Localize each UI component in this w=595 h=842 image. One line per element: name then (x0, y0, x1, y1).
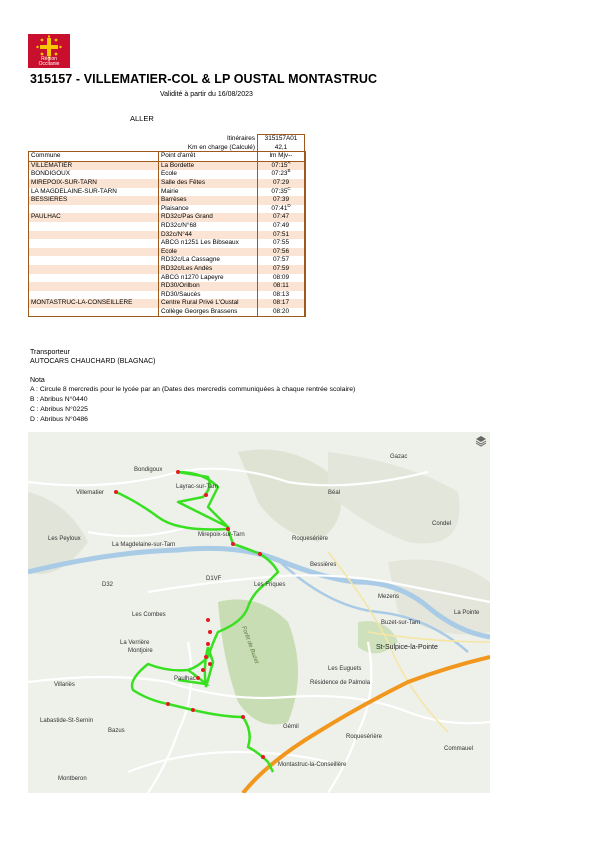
logo-text: Région Occitanie (38, 56, 60, 67)
time-value: 08:17 (273, 299, 289, 307)
time-value: 07:41 (271, 204, 288, 212)
time-cell (258, 239, 305, 248)
commune-cell: BONDIGOUX (29, 170, 159, 179)
time-value: 07:35 (271, 187, 288, 195)
commune-cell (29, 205, 159, 214)
layers-icon[interactable] (475, 435, 487, 447)
stop-cell: D32c/N°44 (159, 231, 258, 240)
time-value: 08:13 (273, 290, 289, 298)
stop-cell: Barrèses (159, 196, 258, 205)
map-place-label: Montastruc-la-Conseillère (278, 762, 347, 768)
map-place-label: Roquesérière (346, 734, 383, 740)
commune-cell: BESSIERES (29, 196, 159, 205)
map-place-label: Les Euguets (328, 666, 362, 672)
time-cell (258, 299, 305, 308)
commune-cell (29, 222, 159, 231)
time-cell (258, 170, 305, 179)
time-cell (258, 308, 305, 317)
itineraire-label: Itinéraires (226, 134, 255, 142)
map-place-label: Montberon (58, 776, 87, 782)
commune-cell: PAULHAC (29, 213, 159, 222)
map-place-label: Paulhac (174, 676, 196, 682)
col-point-header: Point d'arrêt (159, 152, 258, 161)
time-cell (258, 196, 305, 205)
map-place-label: Bondigoux (134, 467, 163, 473)
time-value: 07:51 (273, 230, 289, 238)
note-item: C : Abribus N°0225 (30, 406, 88, 413)
km-row (29, 144, 305, 153)
time-cell (258, 213, 305, 222)
map-place-label: Labastide-St-Sernin (40, 718, 94, 724)
validity-date: Validité à partir du 16/08/2023 (160, 91, 253, 98)
map-place-label: Bessières (310, 562, 337, 568)
stop-cell: RD30/Orilbon (159, 282, 258, 291)
time-value: 08:20 (273, 307, 289, 315)
itineraire-row (29, 135, 305, 144)
table-row (29, 256, 305, 265)
map-place-label: La Pointe (454, 610, 480, 616)
commune-cell: LA MAGDELAINE-SUR-TARN (29, 188, 159, 197)
map-place-label: Mirepoix-sur-Tarn (198, 532, 245, 538)
time-value: 07:23 (271, 170, 288, 178)
map-place-label: Forêt de Buzet (240, 625, 260, 665)
direction-label: ALLER (130, 114, 154, 123)
stop-cell: La Bordette (159, 161, 258, 170)
stop-cell: ABCG n1270 Lapeyre (159, 274, 258, 283)
time-cell (258, 185, 305, 197)
map-place-label: St-Sulpice-la-Pointe (376, 644, 438, 651)
stop-cell: RD32c/Les Andès (159, 265, 258, 274)
time-value: 07:47 (273, 213, 289, 221)
time-value: 08:09 (273, 273, 289, 281)
commune-cell: MONTASTRUC-LA-CONSEILLERE (29, 299, 159, 308)
commune-cell (29, 256, 159, 265)
commune-cell (29, 308, 159, 317)
note-item: B : Abribus N°0440 (30, 396, 88, 403)
col-commune-header: Commune (29, 152, 159, 161)
stop-cell: Centre Rural Privé L'Oustal (159, 299, 258, 308)
col-days-header: lm Mjv-- (258, 152, 305, 161)
map-place-label: La Verrière (120, 640, 150, 646)
time-cell (258, 161, 305, 170)
map-place-label: Bazus (108, 728, 125, 734)
table-row (29, 222, 305, 231)
map-place-label: Roquesérière (292, 536, 329, 542)
map-place-label: D32 (102, 582, 114, 588)
time-cell (258, 291, 305, 300)
table-row (29, 231, 305, 240)
stop-cell: Ecole (159, 170, 258, 179)
time-note-ref: B (287, 168, 291, 174)
stop-cell: Mairie (159, 188, 258, 197)
stop-cell: Ecole (159, 248, 258, 257)
time-value: 07:55 (273, 239, 289, 247)
map-place-label: D1VF (206, 576, 222, 582)
table-row (29, 291, 305, 300)
time-note-ref: C (287, 185, 291, 191)
stop-cell: Collège Georges Brassens (159, 308, 258, 317)
time-cell (258, 231, 305, 240)
time-cell (258, 248, 305, 257)
stop-cell: Plaisance (159, 205, 258, 214)
table-row (29, 265, 305, 274)
map-place-label: Villematier (76, 490, 104, 496)
commune-cell (29, 265, 159, 274)
table-row (29, 213, 305, 222)
time-value: 07:49 (273, 221, 289, 229)
stop-cell: ABCG n1251 Les Bibseaux (159, 239, 258, 248)
commune-cell: VILLEMATIER (29, 161, 159, 170)
table-header-row (29, 152, 305, 161)
map-place-label: Montjoire (128, 648, 153, 654)
schedule-table (29, 134, 305, 316)
table-row (29, 188, 305, 197)
map-canvas (28, 432, 490, 793)
region-logo (28, 34, 70, 68)
time-cell (258, 222, 305, 231)
map-place-label: La Magdelaine-sur-Tarn (112, 542, 176, 548)
table-row (29, 282, 305, 291)
km-value: 42,1 (258, 144, 305, 153)
table-row (29, 170, 305, 179)
time-value: 07:56 (273, 247, 289, 255)
time-cell (258, 265, 305, 274)
table-row (29, 274, 305, 283)
commune-cell (29, 248, 159, 257)
commune-cell: MIREPOIX-SUR-TARN (29, 179, 159, 188)
time-cell (258, 202, 305, 214)
document-title: 315157 - VILLEMATIER-COL & LP OUSTAL MONTASTRUC (30, 72, 378, 86)
time-cell (258, 282, 305, 291)
time-note-ref: D (287, 202, 291, 208)
time-cell (258, 256, 305, 265)
commune-cell (29, 274, 159, 283)
commune-cell (29, 231, 159, 240)
stop-cell: RD30/Saucès (159, 291, 258, 300)
table-row (29, 308, 305, 317)
time-note-ref: A (287, 159, 291, 165)
time-value: 07:57 (273, 256, 289, 264)
time-value: 08:11 (273, 282, 289, 290)
table-row (29, 248, 305, 257)
stop-cell: RD32c/La Cassagne (159, 256, 258, 265)
time-value: 07:15 (271, 161, 288, 169)
notes-label: Nota (30, 377, 45, 384)
map-place-label: Commauel (444, 746, 474, 752)
table-row (29, 299, 305, 308)
map-place-label: Villariès (54, 682, 75, 688)
table-row (29, 179, 305, 188)
map-place-label: Béal (328, 490, 341, 496)
map-place-label: Gémil (283, 724, 299, 730)
stop-cell: RD32c/N°68 (159, 222, 258, 231)
commune-cell (29, 282, 159, 291)
note-item: A : Circule 8 mercredis pour le lycée par an (Dates des mercredis communiquées à chaque rentrée scolaire) (30, 386, 356, 393)
map-place-label: Mezens (378, 594, 400, 600)
route-map[interactable] (28, 432, 490, 793)
time-value: 07:59 (273, 264, 289, 272)
map-place-label: Condel (432, 521, 452, 527)
commune-cell (29, 291, 159, 300)
time-value: 07:39 (273, 196, 289, 204)
km-label: Km en charge (Calculé) (187, 143, 255, 151)
map-place-label: Buzet-sur-Tarn (381, 620, 421, 626)
table-row (29, 161, 305, 170)
note-item: D : Abribus N°0486 (30, 416, 88, 423)
commune-cell (29, 239, 159, 248)
table-row (29, 239, 305, 248)
transporteur-label: Transporteur (30, 349, 70, 356)
map-place-label: Résidence de Palmola (310, 680, 371, 686)
time-value: 07:29 (273, 178, 289, 186)
map-place-label: Les Peyloux (48, 536, 81, 542)
map-place-label: Les Friques (254, 582, 286, 588)
stop-cell: Salle des Fêtes (159, 179, 258, 188)
itineraire-value: 315157A01 (258, 135, 305, 144)
table-row (29, 196, 305, 205)
time-cell (258, 274, 305, 283)
table-row (29, 205, 305, 214)
transporteur-name: AUTOCARS CHAUCHARD (BLAGNAC) (30, 358, 156, 365)
map-place-label: Layrac-sur-Tarn (176, 484, 219, 490)
stop-cell: RD32c/Pas Grand (159, 213, 258, 222)
map-place-label: Gazac (390, 454, 408, 460)
map-place-label: Les Combes (132, 612, 166, 618)
